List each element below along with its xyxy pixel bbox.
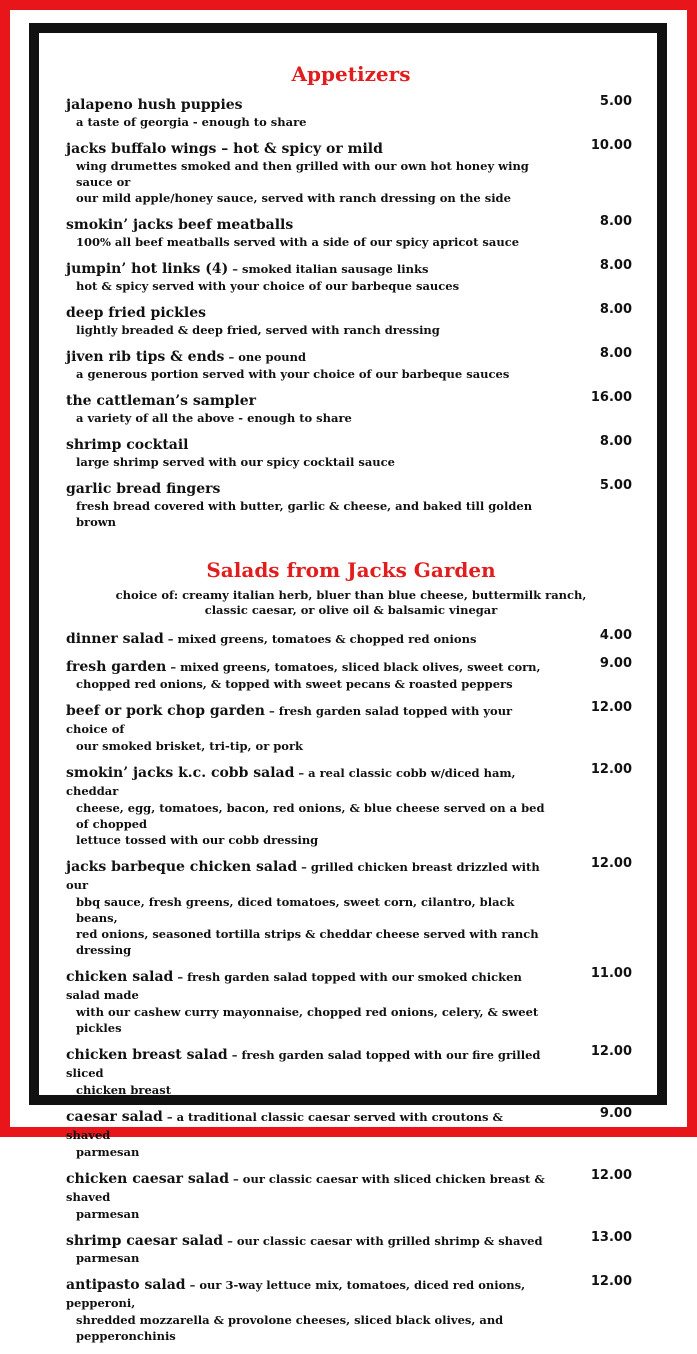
menu-item-price: 9.00 <box>599 656 632 671</box>
menu-item-description: bbq sauce, fresh greens, diced tomatoes, sweet corn, cilantro, black beans, red onions, seasoned tortilla strips & cheddar cheese served with ranch dressing <box>76 895 539 957</box>
menu-item-price: 11.00 <box>590 966 632 981</box>
menu-item-header <box>66 1232 636 1250</box>
menu-item-header <box>66 764 636 800</box>
menu-item-price: 4.00 <box>599 628 632 643</box>
menu-item-name: shrimp cocktail <box>66 437 189 453</box>
menu-item-note: – our classic caesar with sliced chicken breast & shaved <box>66 1172 545 1204</box>
menu-item-name: smokin’ jacks k.c. cobb salad <box>66 765 295 781</box>
menu-item-price: 13.00 <box>590 1230 632 1245</box>
menu-item-name: jacks barbeque chicken salad <box>66 859 298 875</box>
menu-item-price: 12.00 <box>590 1168 632 1183</box>
menu-item-name: smokin’ jacks beef meatballs <box>66 217 294 233</box>
menu-item-note: – mixed greens, tomatoes & chopped red onions <box>163 632 477 646</box>
menu-item-price: 12.00 <box>590 700 632 715</box>
menu-item-name: deep fried pickles <box>66 305 206 321</box>
menu-item-header <box>66 96 636 114</box>
menu-item-note: – mixed greens, tomatoes, sliced black olives, sweet corn, <box>166 660 541 674</box>
menu-item-description: lightly breaded & deep fried, served with ranch dressing <box>76 323 440 337</box>
menu-item <box>66 1276 636 1344</box>
menu-item-note: – fresh garden salad topped with our smoked chicken salad made <box>66 970 522 1002</box>
menu-item <box>66 436 636 470</box>
menu-item-description: with our cashew curry mayonnaise, chopped red onions, celery, & sweet pickles <box>76 1005 539 1035</box>
menu-item-description: chopped red onions, & topped with sweet pecans & roasted peppers <box>76 677 513 691</box>
menu-item-price: 12.00 <box>590 1274 632 1289</box>
menu-item-price: 10.00 <box>590 138 632 153</box>
menu-item-name: the cattleman’s sampler <box>66 393 257 409</box>
menu-item <box>66 658 636 692</box>
menu-item-name: jalapeno hush puppies <box>66 97 243 113</box>
menu-item-price: 8.00 <box>599 302 632 317</box>
menu-item-description: a taste of georgia - enough to share <box>76 115 307 129</box>
menu-item <box>66 392 636 426</box>
menu-item-price: 9.00 <box>599 1106 632 1121</box>
menu-item <box>66 348 636 382</box>
menu-item-price: 5.00 <box>599 478 632 493</box>
menu-item-note: – our 3-way lettuce mix, tomatoes, diced red onions, pepperoni, <box>66 1278 526 1310</box>
menu-item-header <box>66 140 636 158</box>
menu-item-header <box>66 858 636 894</box>
salads-dressing-choices: choice of: creamy italian herb, bluer than blue cheese, buttermilk ranch, classic caesar, or olive oil & balsamic vinegar <box>115 588 587 617</box>
menu-item-price: 5.00 <box>599 94 632 109</box>
menu-item-header <box>66 630 636 648</box>
menu-item-description: 100% all beef meatballs served with a side of our spicy apricot sauce <box>76 235 520 249</box>
menu-item-header <box>66 1108 636 1144</box>
menu-item-price: 8.00 <box>599 434 632 449</box>
menu-item-description: our smoked brisket, tri-tip, or pork <box>76 739 303 753</box>
menu-item-note: – grilled chicken breast drizzled with our <box>66 860 540 892</box>
salads-title: Salads from Jacks Garden <box>206 558 496 582</box>
menu-item-name: dinner salad <box>66 631 164 647</box>
menu-item-name: beef or pork chop garden <box>66 703 265 719</box>
menu-item-name: chicken breast salad <box>66 1047 228 1063</box>
menu-item-description: wing drumettes smoked and then grilled with our own hot honey wing sauce or our mild apple/honey sauce, served with ranch dressing on the side <box>76 159 529 205</box>
menu-item-price: 12.00 <box>590 762 632 777</box>
menu-item-header <box>66 304 636 322</box>
menu-item-price: 12.00 <box>590 856 632 871</box>
menu-item-price: 8.00 <box>599 214 632 229</box>
menu-item-name: caesar salad <box>66 1109 163 1125</box>
menu-item-description: parmesan <box>76 1207 140 1221</box>
menu-item <box>66 216 636 250</box>
menu-item-header <box>66 436 636 454</box>
menu-item-header <box>66 702 636 738</box>
menu-item <box>66 1232 636 1266</box>
menu-item <box>66 1046 636 1098</box>
menu-item-name: antipasto salad <box>66 1277 186 1293</box>
menu-item-name: fresh garden <box>66 659 167 675</box>
menu-item-header <box>66 1170 636 1206</box>
menu-item-name: jumpin’ hot links (4) <box>66 261 229 277</box>
menu-item-name: chicken salad <box>66 969 174 985</box>
menu-item-header <box>66 348 636 366</box>
menu-item-description: a variety of all the above - enough to share <box>76 411 352 425</box>
menu-item-description: shredded mozzarella & provolone cheeses, sliced black olives, and pepperonchinis <box>76 1313 504 1343</box>
menu-item-description: fresh bread covered with butter, garlic & cheese, and baked till golden brown <box>76 499 533 529</box>
appetizers-list <box>66 96 636 530</box>
menu-item-note: – one pound <box>224 350 307 364</box>
menu-item-description: cheese, egg, tomatoes, bacon, red onions, & blue cheese served on a bed of chopped lettuce tossed with our cobb dressing <box>76 801 545 847</box>
menu-item-price: 12.00 <box>590 1044 632 1059</box>
menu-item-description: a generous portion served with your choice of our barbeque sauces <box>76 367 510 381</box>
menu-item <box>66 968 636 1036</box>
appetizers-title: Appetizers <box>291 62 411 86</box>
menu-item <box>66 764 636 848</box>
menu-item-price: 16.00 <box>590 390 632 405</box>
menu-page <box>66 62 636 1354</box>
menu-item <box>66 1170 636 1222</box>
menu-item-note: – a real classic cobb w/diced ham, cheddar <box>66 766 516 798</box>
menu-item <box>66 304 636 338</box>
menu-item-name: jacks buffalo wings – hot & spicy or mild <box>66 141 383 157</box>
menu-item-name: jiven rib tips & ends <box>66 349 225 365</box>
menu-item-note: – fresh garden salad topped with our fire grilled sliced <box>66 1048 541 1080</box>
menu-item <box>66 480 636 530</box>
menu-item-description: parmesan <box>76 1251 140 1265</box>
menu-item <box>66 858 636 958</box>
salads-list <box>66 630 636 1344</box>
menu-item-header <box>66 480 636 498</box>
menu-item-name: chicken caesar salad <box>66 1171 230 1187</box>
menu-item-note: – our classic caesar with grilled shrimp & shaved <box>223 1234 543 1248</box>
menu-item-header <box>66 260 636 278</box>
menu-item-name: shrimp caesar salad <box>66 1233 224 1249</box>
menu-item-note: – smoked italian sausage links <box>228 262 429 276</box>
menu-item <box>66 1108 636 1160</box>
menu-item <box>66 140 636 206</box>
menu-item <box>66 260 636 294</box>
menu-item-header <box>66 216 636 234</box>
menu-item <box>66 630 636 648</box>
menu-item-price: 8.00 <box>599 346 632 361</box>
menu-item-header <box>66 968 636 1004</box>
menu-item-description: parmesan <box>76 1145 140 1159</box>
menu-item-note: – a traditional classic caesar served with croutons & shaved <box>66 1110 503 1142</box>
menu-item-header <box>66 1276 636 1312</box>
menu-item-description: large shrimp served with our spicy cocktail sauce <box>76 455 395 469</box>
menu-item-description: chicken breast <box>76 1083 172 1097</box>
menu-item-note: – fresh garden salad topped with your choice of <box>66 704 513 736</box>
menu-item <box>66 96 636 130</box>
menu-item-header <box>66 658 636 676</box>
menu-item-header <box>66 1046 636 1082</box>
menu-item-price: 8.00 <box>599 258 632 273</box>
menu-item-description: hot & spicy served with your choice of our barbeque sauces <box>76 279 460 293</box>
menu-item <box>66 702 636 754</box>
menu-item-header <box>66 392 636 410</box>
menu-item-name: garlic bread fingers <box>66 481 221 497</box>
